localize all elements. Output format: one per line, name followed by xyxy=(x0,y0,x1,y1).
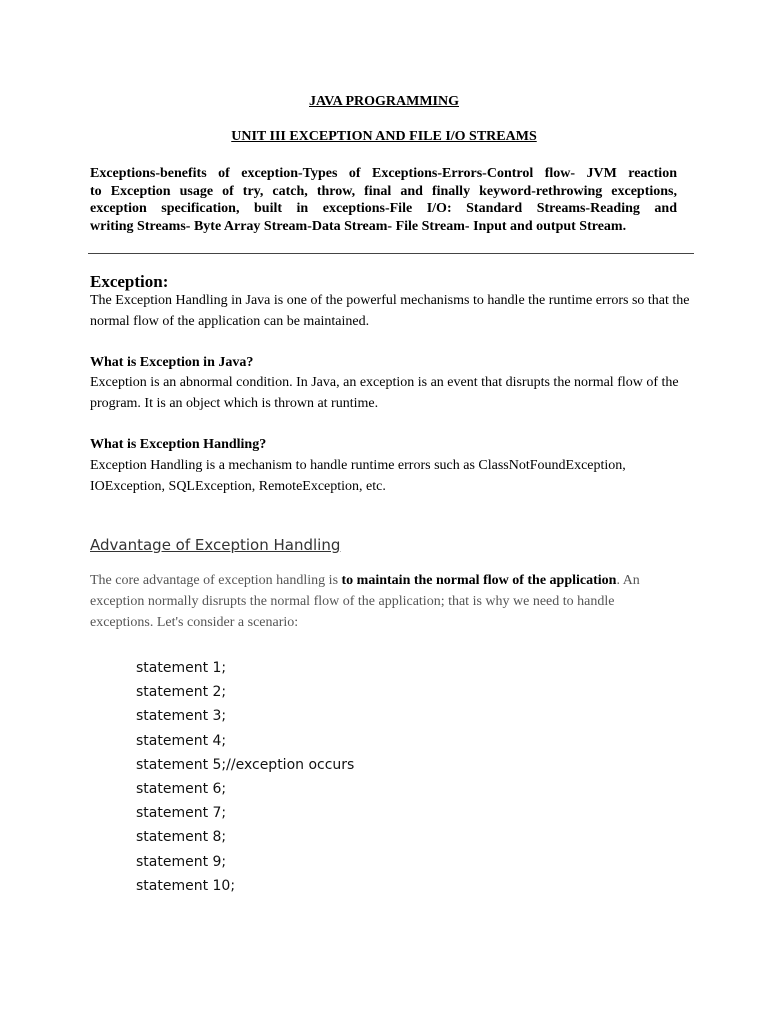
code-line: statement 10; xyxy=(136,877,236,894)
horizontal-divider xyxy=(88,253,694,254)
code-block xyxy=(136,656,354,898)
code-line: statement 4; xyxy=(136,732,227,749)
what-is-exception-paragraph: Exception is an abnormal condition. In Java, an exception is an event that disrupts the normal flow of the program. It is an object which is thrown at runtime. xyxy=(90,375,679,411)
unit-title: UNIT III EXCEPTION AND FILE I/O STREAMS xyxy=(231,129,537,144)
advantage-intro: The core advantage of exception handling is xyxy=(90,573,342,588)
code-line: statement 3; xyxy=(136,708,227,725)
course-title: JAVA PROGRAMMING xyxy=(309,94,459,109)
syllabus-line: Exceptions-benefits of exception-Types of Exceptions-Errors-Control flow- JVM reaction xyxy=(90,166,677,181)
code-line: statement 5;//exception occurs xyxy=(136,756,355,773)
exception-heading: Exception: xyxy=(90,272,169,291)
code-line: statement 1; xyxy=(136,660,227,676)
what-is-handling-heading: What is Exception Handling? xyxy=(90,437,267,452)
code-line: statement 2; xyxy=(136,684,227,701)
exception-paragraph: The Exception Handling in Java is one of the powerful mechanisms to handle the runtime errors so that the normal flow of the application can be maintained. xyxy=(90,293,690,329)
code-line: statement 9; xyxy=(136,853,227,870)
syllabus-block xyxy=(90,165,677,235)
advantage-heading: Advantage of Exception Handling xyxy=(90,536,341,554)
code-line: statement 7; xyxy=(136,805,227,822)
what-is-handling-paragraph: Exception Handling is a mechanism to handle runtime errors such as ClassNotFoundException, IOException, SQLException, RemoteException, etc. xyxy=(90,458,626,494)
what-is-exception-heading: What is Exception in Java? xyxy=(90,355,254,370)
advantage-rest: . An exception normally disrupts the normal flow of the application; that is why we need to handle exceptions. Let's consider a scenario: xyxy=(90,573,640,630)
code-line: statement 8; xyxy=(136,829,227,846)
advantage-bold: to maintain the normal flow of the application xyxy=(341,573,617,588)
code-line: statement 6; xyxy=(136,781,227,798)
syllabus-line: to Exception usage of try, catch, throw, final and finally keyword-rethrowing exceptions, xyxy=(90,183,677,199)
syllabus-line: exception specification, built in exceptions-File I/O: Standard Streams-Reading and xyxy=(90,201,677,216)
syllabus-line: writing Streams- Byte Array Stream-Data Stream- File Stream- Input and output Stream. xyxy=(90,218,627,234)
advantage-paragraph xyxy=(90,570,680,633)
